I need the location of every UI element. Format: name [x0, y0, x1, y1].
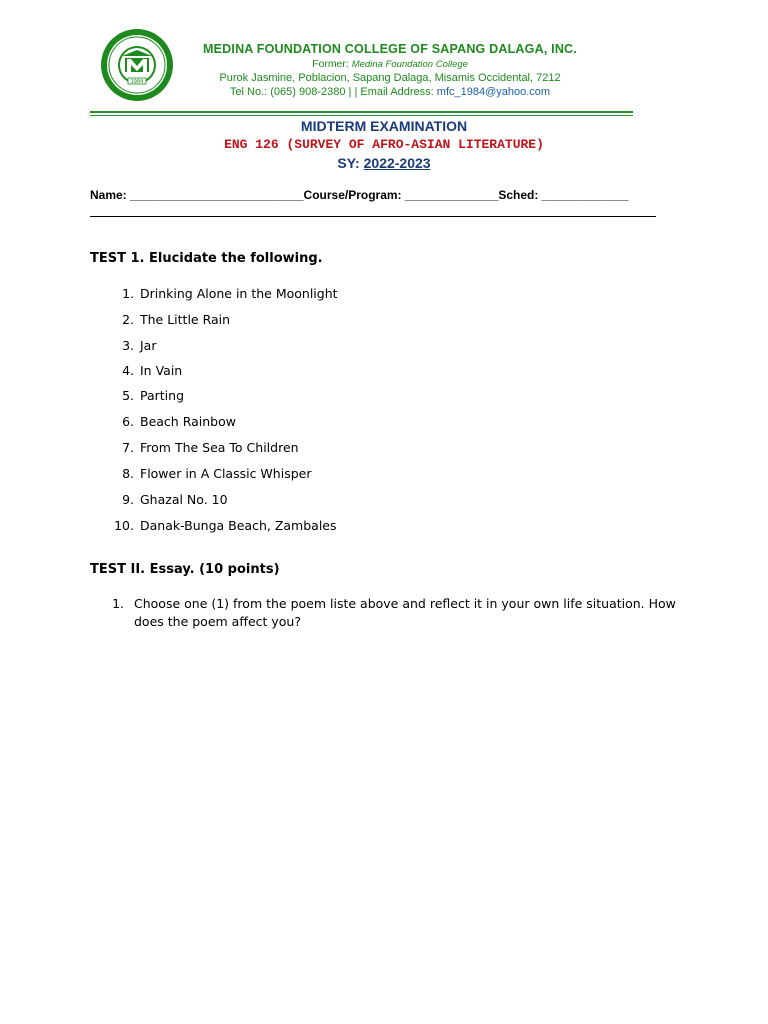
- school-address: Purok Jasmine, Poblacion, Sapang Dalaga, Misamis Occidental, 7212: [219, 72, 561, 84]
- item-text: Parting: [140, 388, 185, 403]
- school-name: MEDINA FOUNDATION COLLEGE OF SAPANG DALAGA, INC.: [203, 42, 577, 56]
- exam-course: ENG 126 (SURVEY OF AFRO-ASIAN LITERATURE): [224, 137, 544, 152]
- item-text: Danak-Bunga Beach, Zambales: [140, 518, 337, 533]
- item-text: In Vain: [140, 363, 183, 378]
- item-text: The Little Rain: [140, 312, 231, 327]
- item-text: Flower in A Classic Whisper: [140, 466, 312, 481]
- list-item: [106, 413, 236, 431]
- item-number: 1.: [122, 286, 134, 301]
- test1-heading: TEST 1. Elucidate the following.: [90, 251, 323, 266]
- item-number: 2.: [122, 312, 134, 327]
- header-divider: [90, 111, 633, 113]
- list-item: [106, 465, 311, 483]
- item-number: 3.: [122, 338, 134, 353]
- sy-label: SY:: [337, 155, 364, 171]
- item-text: Jar: [140, 338, 157, 353]
- header-divider-thin: [90, 115, 633, 116]
- student-info-divider: [90, 216, 656, 217]
- former-label: Former:: [312, 58, 352, 70]
- item-text: Drinking Alone in the Moonlight: [140, 286, 338, 301]
- list-item: [106, 311, 230, 329]
- item-text: From The Sea To Children: [140, 440, 299, 455]
- item-number: 9.: [122, 492, 134, 507]
- seal-year: 1984: [130, 79, 144, 85]
- item-number: 4.: [122, 363, 134, 378]
- list-item: [106, 491, 228, 509]
- list-item: [106, 439, 299, 457]
- list-item: [106, 362, 182, 380]
- college-seal-logo: [100, 28, 174, 102]
- item-text: Beach Rainbow: [140, 414, 236, 429]
- item-text: Choose one (1) from the poem liste above and reflect it in your own life situation. How does the poem affect you?: [134, 596, 676, 629]
- item-text: Ghazal No. 10: [140, 492, 228, 507]
- list-item: [106, 517, 337, 535]
- item-number: 8.: [122, 466, 134, 481]
- item-number: 10.: [114, 518, 134, 533]
- item-number: 7.: [122, 440, 134, 455]
- tel-prefix: Tel No.: (065) 908-2380 | | Email Address:: [229, 86, 437, 98]
- exam-title: MIDTERM EXAMINATION: [300, 118, 468, 134]
- email-link[interactable]: mfc_1984@yahoo.com: [436, 86, 551, 98]
- school-header: [180, 40, 600, 99]
- list-item: [106, 387, 184, 405]
- sy-value: 2022-2023: [363, 155, 431, 171]
- test2-heading: TEST II. Essay. (10 points): [90, 562, 280, 577]
- item-number: 6.: [122, 414, 134, 429]
- school-year: [0, 154, 768, 172]
- student-info-line: Name: __________________________Course/Program: ______________Sched: _____________: [90, 188, 629, 202]
- list-item: [106, 285, 338, 303]
- list-item: [106, 337, 157, 355]
- former-name: Medina Foundation College: [351, 59, 468, 70]
- item-number: 1.: [112, 596, 124, 611]
- contact-line: [180, 85, 600, 99]
- essay-item: [106, 595, 676, 631]
- former-name-line: [180, 58, 600, 71]
- item-number: 5.: [122, 388, 134, 403]
